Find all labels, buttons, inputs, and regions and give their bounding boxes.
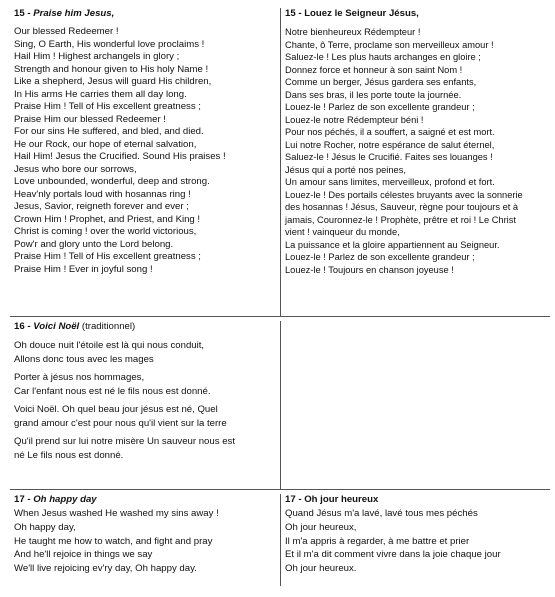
song-17-french-title <box>285 494 546 506</box>
lyric-line: Hail Him ! Highest archangels in glory ; <box>14 51 180 62</box>
song-16-row <box>10 317 550 490</box>
song-15-lyrics <box>14 26 276 276</box>
song-16-empty-cell <box>280 321 550 489</box>
song-15-french-title <box>285 8 546 20</box>
lyric-line: Chante, ô Terre, proclame son merveilleux amour ! <box>285 39 494 50</box>
lyric-line: Pour nos péchés, il a souffert, a saigné et est mort. <box>285 127 495 137</box>
stanza <box>14 435 276 462</box>
lyric-line: Un amour sans limites, merveilleux, profond et fort. <box>285 177 495 187</box>
stanza <box>14 371 276 398</box>
lyric-line: Louez-le ! Des portails célestes bruyants avec la sonnerie <box>285 189 523 200</box>
lyric-line: Oh douce nuit l'étoile est là qui nous conduit, <box>14 340 205 351</box>
lyric-line: Louez-le ! Parlez de son excellente grandeur ; <box>285 252 475 262</box>
lyric-line: des hosannas ! Jésus, Sauveur, règne pour toujours et à <box>285 202 519 212</box>
lyric-line: Heav'nly portals loud with hosannas ring ! <box>14 188 191 200</box>
lyric-line: Saluez-le ! Les plus hauts archanges en gloire ; <box>285 52 481 62</box>
song-17-title <box>14 494 276 506</box>
song-15-row <box>10 8 550 317</box>
stanza <box>14 339 276 366</box>
lyric-line: Lui notre Rocher, notre espérance de salut éternel, <box>285 139 495 150</box>
lyric-line: Louez-le ! Toujours en chanson joyeuse ! <box>285 264 454 275</box>
lyric-line: Crown Him ! Prophet, and Priest, and King ! <box>14 213 201 225</box>
lyric-line: Jesus who bore our sorrows, <box>14 163 137 175</box>
song-17-title-text: Oh happy day <box>33 494 97 505</box>
song-17-french-title-text: 17 - Oh jour heureux <box>285 494 379 505</box>
lyrics-sheet <box>10 8 550 586</box>
lyric-line: La puissance et la gloire appartiennent au Seigneur. <box>285 239 500 250</box>
lyric-line: Our blessed Redeemer ! <box>14 26 119 37</box>
song-15-title-text: Praise him Jesus, <box>33 8 115 19</box>
lyric-line: We'll live rejoicing ev'ry day, Oh happy day. <box>14 563 197 575</box>
song-17-english <box>10 494 280 586</box>
lyric-line: Jesus, Savior, reigneth forever and ever ; <box>14 201 189 212</box>
lyric-line: Pow'r and glory unto the Lord belong. <box>14 238 174 250</box>
lyric-line: He taught me how to watch, and fight and pray <box>14 535 213 547</box>
lyric-line: jamais, Couronnez-le ! Prophète, prêtre et roi ! Le Christ <box>285 214 516 225</box>
song-16 <box>10 321 280 489</box>
song-15-french-lyrics <box>285 26 546 276</box>
lyric-line: Praise Him ! Ever in joyful song ! <box>14 263 153 275</box>
song-16-title-text: Voici Noël <box>33 321 80 332</box>
lyric-line: Praise Him ! Tell of His excellent greatness ; <box>14 251 201 262</box>
lyric-line: Praise Him ! Tell of His excellent greatness ; <box>14 101 201 112</box>
song-16-note: (traditionnel) <box>79 321 136 332</box>
lyric-line: Strength and honour given to His holy Name ! <box>14 63 209 75</box>
song-17-french-lyrics <box>285 507 546 576</box>
lyric-line: Like a shepherd, Jesus will guard His children, <box>14 76 212 87</box>
lyric-line: Louez-le notre Rédempteur béni ! <box>285 114 424 125</box>
lyric-line: Praise Him our blessed Redeemer ! <box>14 113 166 125</box>
lyric-line: Oh happy day, <box>14 521 76 533</box>
song-15-french <box>280 8 550 316</box>
song-17-number: 17 - <box>14 494 34 505</box>
lyric-line: Quand Jésus m'a lavé, lavé tous mes péchés <box>285 508 478 519</box>
lyric-line: Il m'a appris à regarder, à me battre et prier <box>285 535 470 547</box>
lyric-line: Oh jour heureux. <box>285 563 357 575</box>
song-17-lyrics <box>14 507 276 576</box>
lyric-line: Hail Him! Jesus the Crucified. Sound His praises ! <box>14 151 226 162</box>
lyric-line: né Le fils nous est donné. <box>14 449 124 461</box>
song-16-number: 16 - <box>14 321 34 332</box>
lyric-line: And he'll rejoice in things we say <box>14 549 153 561</box>
lyric-line: Saluez-le ! Jésus le Crucifié. Faites ses louanges ! <box>285 152 493 162</box>
lyric-line: Allons donc tous avec les mages <box>14 353 154 365</box>
lyric-line: Louez-le ! Parlez de son excellente grandeur ; <box>285 102 475 112</box>
lyric-line: Sing, O Earth, His wonderful love proclaims ! <box>14 38 205 50</box>
lyric-line: Donnez force et honneur à son saint Nom ! <box>285 64 463 75</box>
lyric-line: He our Rock, our hope of eternal salvation, <box>14 138 197 150</box>
song-17-french <box>280 494 550 586</box>
lyric-line: Jésus qui a porté nos peines, <box>285 164 406 175</box>
lyric-line: Qu'il prend sur lui notre misère Un sauveur nous est <box>14 436 235 447</box>
lyric-line: Oh jour heureux, <box>285 521 357 533</box>
stanza <box>14 403 276 430</box>
lyric-line: Comme un berger, Jésus gardera ses enfants, <box>285 77 477 87</box>
song-16-title <box>14 321 276 333</box>
lyric-line: Love unbounded, wonderful, deep and strong. <box>14 176 210 187</box>
lyric-line: Dans ses bras, il les porte toute la journée. <box>285 89 462 100</box>
song-15-title <box>14 8 276 20</box>
lyric-line: grand amour c'est pour nous qu'il vient sur la terre <box>14 417 227 429</box>
song-15-english <box>10 8 280 316</box>
lyric-line: For our sins He suffered, and bled, and died. <box>14 126 204 137</box>
song-16-lyrics <box>14 339 276 462</box>
lyric-line: Christ is coming ! over the world victorious, <box>14 226 197 237</box>
lyric-line: vient ! vainqueur du monde, <box>285 227 400 237</box>
lyric-line: Voici Noël. Oh quel beau jour jésus est né, Quel <box>14 404 218 415</box>
song-17-row <box>10 490 550 586</box>
song-15-number: 15 - <box>14 8 34 19</box>
lyric-line: When Jesus washed He washed my sins away ! <box>14 508 219 519</box>
lyric-line: Notre bienheureux Rédempteur ! <box>285 27 421 37</box>
song-15-french-title-text: 15 - Louez le Seigneur Jésus, <box>285 8 419 19</box>
lyric-line: Car l'enfant nous est né le fils nous est donné. <box>14 385 211 397</box>
lyric-line: Et il m'a dit comment vivre dans la joie chaque jour <box>285 549 501 561</box>
lyric-line: In His arms He carries them all day long. <box>14 88 187 100</box>
lyric-line: Porter à jésus nos hommages, <box>14 372 145 383</box>
